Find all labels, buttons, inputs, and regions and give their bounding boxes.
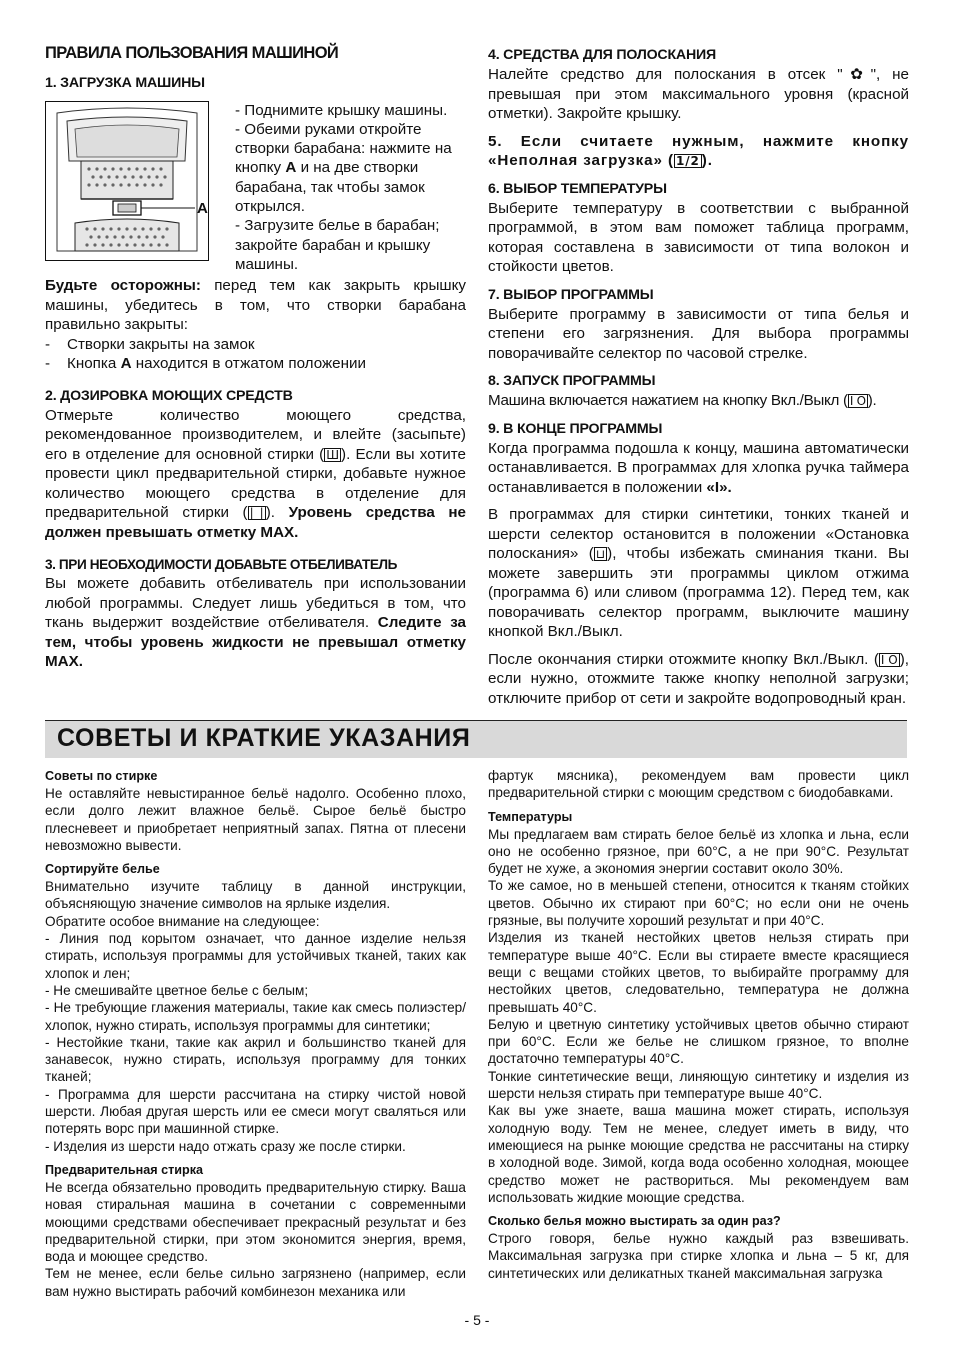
rinse-hold-icon: ⊔: [595, 547, 606, 561]
prewash-icon: |_|: [249, 506, 264, 521]
tips-paragraph: Не оставляйте невыстиранное бельё надолго. Особенно плохо, если долго лежит влажное бельё. Сырое бельё быстро плесневеет и приобретает неприятный запах. Пятна от плесени невозможно вывести.: [45, 786, 466, 853]
power-icon: I O: [880, 652, 898, 667]
power-icon: I O: [849, 394, 866, 408]
step-lift-lid: - Поднимите крышку машины.: [235, 101, 448, 119]
end-paragraph-3: После окончания стирки отожмите кнопку Вкл./Выкл. ( I O ), если нужно, отожмите также кнопку неполной загрузки; отключите прибор от сети и закройте водопроводный кран.: [488, 650, 909, 707]
left-column: [45, 44, 466, 672]
bleach-paragraph: Вы можете добавить отбеливатель при использовании любой программы. Следует лишь убедиться в том, что ткань выдержит воздействие отбеливателя. Следите за тем, чтобы уровень жидкости не превышал отметку MAX.: [45, 575, 466, 671]
program-paragraph: Выберите программу в зависимости от типа белья и степени его загрязнения. Для выбора программы поворачивайте селектор по часовой стрелке.: [488, 305, 909, 362]
warning-paragraph: Будьте осторожны: перед тем как закрыть крышку машины, убедитесь в том, что створки барабана правильно закрыты:: [45, 277, 466, 334]
tips-paragraph: Внимательно изучите таблицу в данной инструкции, объясняющую значение символов на ярлыке изделия.: [45, 879, 466, 912]
tips-list-item: - Линия под корытом означает, что данное изделие нельзя стирать, используя программы для устойчивых тканей, таких как хлопок и лен;: [45, 931, 466, 981]
tips-list-item: - Не требующие глажения материалы, такие как смесь полиэстер/хлопок, нужно стирать, используя программы для синтетики;: [45, 1000, 466, 1033]
tips-paragraph: Как вы уже знаете, ваша машина может стирать, используя холодную воду. Тем не менее, следует иметь в виду, что имеющиеся на рынке моющие средства не рассчитаны на стирку в холодной воде. Зимой, когда вода особенно холодная, моющее средство может не раствориться. Мы рекомендуем вам использовать жидкие моющие средства.: [488, 1103, 909, 1205]
step-load-laundry: - Загрузите белье в барабан; закройте барабан и крышку машины.: [235, 217, 440, 273]
tips-right-column: [488, 767, 909, 1282]
tips-paragraph: То же самое, но в меньшей степени, относится к тканям стойких цветов. Обычно их стирают при 60°C; но если они не очень грязные, вы получите хороший результат и при 40°C.: [488, 878, 909, 929]
tips-paragraph: Обратите особое внимание на следующее:: [45, 913, 320, 929]
tips-heading: Температуры: [488, 809, 573, 824]
tips-heading: Предварительная стирка: [45, 1162, 204, 1177]
right-column: [488, 46, 909, 708]
section-heading: 8. ЗАПУСК ПРОГРАММЫ: [488, 373, 656, 389]
page-number: - 5 -: [464, 1312, 490, 1328]
tips-left-column: [45, 767, 466, 1300]
tips-paragraph: Мы предлагаем вам стирать белое бельё из хлопка и льна, если оно не особенно грязное, при 60°C, а не при 90°C. Результат будет не хуже, а экономия энергии составит около 30%.: [488, 826, 909, 877]
tips-list-item: - Изделия из шерсти надо отжать сразу же после стирки.: [45, 1138, 406, 1154]
list-item: - Створки закрыты на замок: [45, 335, 255, 353]
rinse-paragraph: Налейте средство для полоскания в отсек "✿", не превышая при этом максимального уровня (красной отметки). Закройте крышку.: [488, 66, 909, 122]
temperature-paragraph: Выберите температуру в соответствии с выбранной программой, в этом вам поможет таблица программ, которая составлена в зависимости от типа волокон и стойкости цветов.: [488, 199, 909, 275]
page-title: ПРАВИЛА ПОЛЬЗОВАНИЯ МАШИНОЙ: [45, 44, 339, 62]
tips-list-item: - Нестойкие ткани, такие как акрил и большинство тканей для занавесок, нужно стирать, используя программу для тонких тканей;: [45, 1034, 466, 1085]
end-paragraph-1: Когда программа подошла к концу, машина автоматически останавливается. В программах для хлопка ручка таймера останавливается в положении «I».: [488, 439, 909, 496]
machine-figure: [45, 101, 209, 261]
end-paragraph-2: В программах для стирки синтетики, тонких тканей и шерсти селектор остановится в положении «Остановка полоскания» ( ⊔ ), чтобы избежать сминания ткани. Вы можете завершить эти программы циклом отжима (программа 6) или сливом (программа 12). Перед тем, как поворачивать селектор программ, выключите машину кнопкой Вкл./Выкл.: [488, 506, 909, 640]
tips-paragraph: Тонкие синтетические вещи, линяющую синтетику и изделия из шерсти нельзя стирать при температуре выше 40°C.: [488, 1068, 909, 1102]
banner-title: СОВЕТЫ И КРАТКИЕ УКАЗАНИЯ: [57, 724, 471, 752]
main-wash-icon: Ш: [326, 447, 340, 462]
tips-heading: Советы по стирке: [45, 769, 158, 783]
section-heading: 6. ВЫБОР ТЕМПЕРАТУРЫ: [488, 180, 667, 197]
section-heading: 7. ВЫБОР ПРОГРАММЫ: [488, 286, 654, 303]
tips-heading: Сколько белья можно выстирать за один раз?: [488, 1214, 781, 1229]
section-heading: 2. ДОЗИРОВКА МОЮЩИХ СРЕДСТВ: [45, 387, 293, 404]
section-heading: 1. ЗАГРУЗКА МАШИНЫ: [45, 74, 205, 91]
half-load-icon: 1/2: [675, 154, 700, 168]
step-open-drum: - Обеими руками откройте створки барабана: нажмите на кнопку A и на две створки барабана, так чтобы замок открылся.: [235, 120, 452, 215]
tips-paragraph: фартук мясника), рекомендуем вам провести цикл предварительной стирки с моющим средством с биодобавками.: [488, 768, 909, 801]
tips-paragraph: Белую и цветную синтетику устойчивых цветов обычно стирают при 60°C. Если же белье не слишком грязное, то вполне достаточно температуры 40°C.: [488, 1016, 909, 1067]
section-heading: 4. СРЕДСТВА ДЛЯ ПОЛОСКАНИЯ: [488, 47, 716, 63]
tips-list-item: - Не смешивайте цветное белье с белым;: [45, 982, 309, 998]
tips-heading: Сортируйте белье: [45, 862, 160, 877]
list-item: - Кнопка A находится в отжатом положении: [45, 355, 366, 373]
section-heading: 9. В КОНЦЕ ПРОГРАММЫ: [488, 420, 663, 437]
figure-label-a: A: [197, 199, 208, 217]
washing-machine-top-illustration: [45, 101, 209, 261]
loading-steps: [235, 101, 466, 275]
section-heading: 3. ПРИ НЕОБХОДИМОСТИ ДОБАВЬТЕ ОТБЕЛИВАТЕЛЬ: [45, 557, 398, 573]
tips-paragraph: Тем не менее, если белье сильно загрязнено (например, если вам нужно выстирать рабочий комбинезон механика или: [45, 1266, 466, 1299]
tips-paragraph: Строго говоря, белье нужно каждый раз взвешивать. Максимальная загрузка при стирке хлопка и льна – 5 кг, для синтетических или деликатных тканей максимальная загрузка: [488, 1231, 909, 1281]
tips-paragraph: Изделия из тканей нестойких цветов нельзя стирать при температуре выше 40°C. Если вы стираете вместе красящиеся вещи с вещами стойких цветов, то выбирайте программу для нестойких цветов, следовательно, температура не должна превышать 40°C.: [488, 930, 909, 1015]
tips-list-item: - Программа для шерсти рассчитана на стирку чистой новой шерсти. Любая другая шерсть или ее смеси могут сваляться или потерять ворс при машинной стирке.: [45, 1086, 466, 1137]
half-load-paragraph: 5. Если считаете нужным, нажмите кнопку «Неполная загрузка» ( 1/2 ).: [488, 132, 909, 169]
detergent-paragraph: Отмерьте количество моющего средства, рекомендованное производителем, и влейте (засыпьте) его в отделение для основной стирки ( Ш ). Если вы хотите провести цикл предварительной стирки, добавьте нужное количество моющего средства в отделение для предварительной стирки ( |_| ). Уровень средства не должен превышать отметку MAX.: [45, 406, 467, 541]
section-banner: [45, 720, 907, 758]
start-paragraph: Машина включается нажатием на кнопку Вкл./Выкл ( I O ).: [488, 392, 877, 409]
tips-paragraph: Не всегда обязательно проводить предварительную стирку. Ваша новая стиральная машина в сочетании с современными моющими средствами обеспечивает прекрасный результат и без предварительной стирки, при этом экономится энергия, время, вода и моющее средство.: [45, 1179, 466, 1265]
loading-block: [45, 101, 466, 275]
